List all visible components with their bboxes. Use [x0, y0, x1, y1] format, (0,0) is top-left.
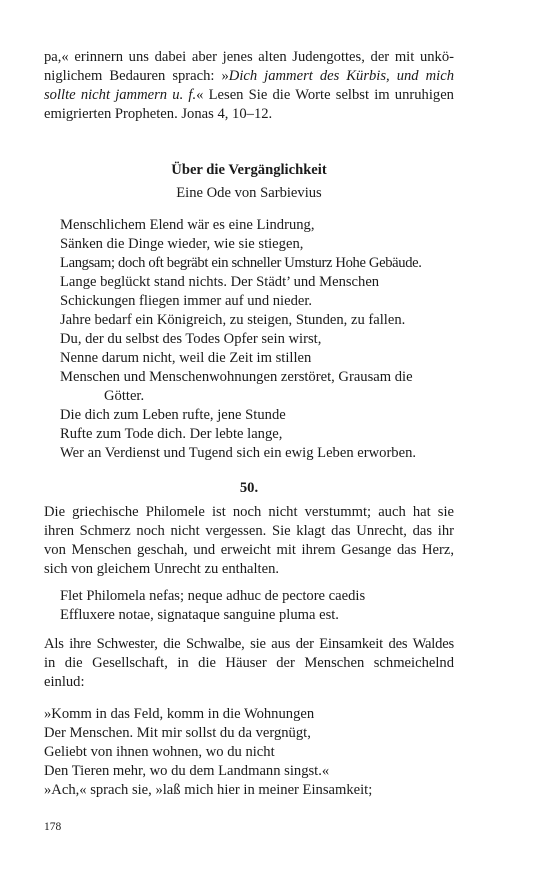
verse-line: Flet Philomela nefas; neque adhuc de pectore caedis — [60, 588, 366, 604]
italic-quote: sollte nicht jammern u. f. — [44, 87, 197, 103]
song-line: Geliebt von ihnen wohnen, wo du nicht — [44, 744, 275, 760]
verse-line: Effluxere notae, signataque sanguine pluma est. — [60, 607, 339, 623]
paragraph-line: Die griechische Philomele ist noch nicht verstummt; auch hat sie — [44, 504, 454, 520]
paragraph-line: sich von gleichem Unrecht zu enthalten. — [44, 561, 280, 577]
song-line: »Komm in das Feld, komm in die Wohnungen — [44, 706, 315, 722]
ode-subtitle: Eine Ode von Sarbievius — [176, 185, 322, 201]
poem-line: Langsam; doch oft begräbt ein schneller Umsturz Hohe Gebäude. — [60, 255, 422, 271]
paragraph-line: ihren Schmerz noch nicht vergessen. Sie klagt das Unrecht, das ihr — [44, 523, 454, 539]
page-number: 178 — [44, 821, 62, 833]
poem-line: Schickungen fliegen immer auf und nieder. — [60, 293, 313, 309]
latin-verse — [60, 587, 460, 625]
paragraph-line: Als ihre Schwester, die Schwalbe, sie aus der Einsamkeit des Waldes — [44, 636, 454, 652]
paragraph-line — [44, 86, 454, 105]
text-run: « Lesen Sie die Worte selbst im unruhigen — [196, 87, 454, 103]
poem-line: Götter. — [104, 388, 145, 404]
poem-line: Nenne darum nicht, weil die Zeit im stillen — [60, 350, 312, 366]
ode-poem — [60, 216, 460, 463]
paragraph-line: in die Gesellschaft, in die Häuser der Menschen schmeichelnd — [44, 655, 454, 671]
poem-line: Du, der du selbst des Todes Opfer sein wirst, — [60, 331, 322, 347]
poem-line: Die dich zum Leben rufte, jene Stunde — [60, 407, 286, 423]
song-line: Den Tieren mehr, wo du dem Landmann singst.« — [44, 763, 330, 779]
section-number: 50. — [239, 480, 259, 496]
ode-title: Über die Vergänglichkeit — [171, 162, 327, 178]
text-run: niglichem Bedauren sprach: » — [44, 68, 229, 84]
swallow-song — [44, 705, 444, 800]
poem-line: Sänken die Dinge wieder, wie sie stiegen, — [60, 236, 304, 252]
paragraph-line: emigrierten Propheten. Jonas 4, 10–12. — [44, 106, 273, 122]
song-line: »Ach,« sprach sie, »laß mich hier in meiner Einsamkeit; — [44, 782, 373, 798]
poem-line: Jahre bedarf ein Königreich, zu steigen, Stunden, zu fallen. — [60, 312, 406, 328]
paragraph-line: pa,« erinnern uns dabei aber jenes alten Judengottes, der mit unkö- — [44, 49, 454, 65]
section-paragraph-2 — [44, 635, 454, 692]
poem-line: Rufte zum Tode dich. Der lebte lange, — [60, 426, 283, 442]
top-paragraph — [44, 48, 454, 124]
poem-line: Lange beglückt stand nichts. Der Städt’ und Menschen — [60, 274, 380, 290]
italic-quote: Dich jammert des Kürbis, und mich — [228, 68, 454, 84]
poem-line: Menschlichem Elend wär es eine Lindrung, — [60, 217, 315, 233]
poem-line: Wer an Verdienst und Tugend sich ein ewig Leben erworben. — [60, 445, 417, 461]
song-line: Der Menschen. Mit mir sollst du da vergnügt, — [44, 725, 311, 741]
paragraph-line: einlud: — [44, 674, 85, 690]
paragraph-line — [44, 67, 454, 86]
paragraph-line: von Menschen geschah, und erweicht mit ihrem Gesange das Herz, — [44, 542, 454, 558]
poem-line: Menschen und Menschenwohnungen zerstöret, Grausam die — [60, 369, 413, 385]
section-paragraph — [44, 503, 454, 579]
